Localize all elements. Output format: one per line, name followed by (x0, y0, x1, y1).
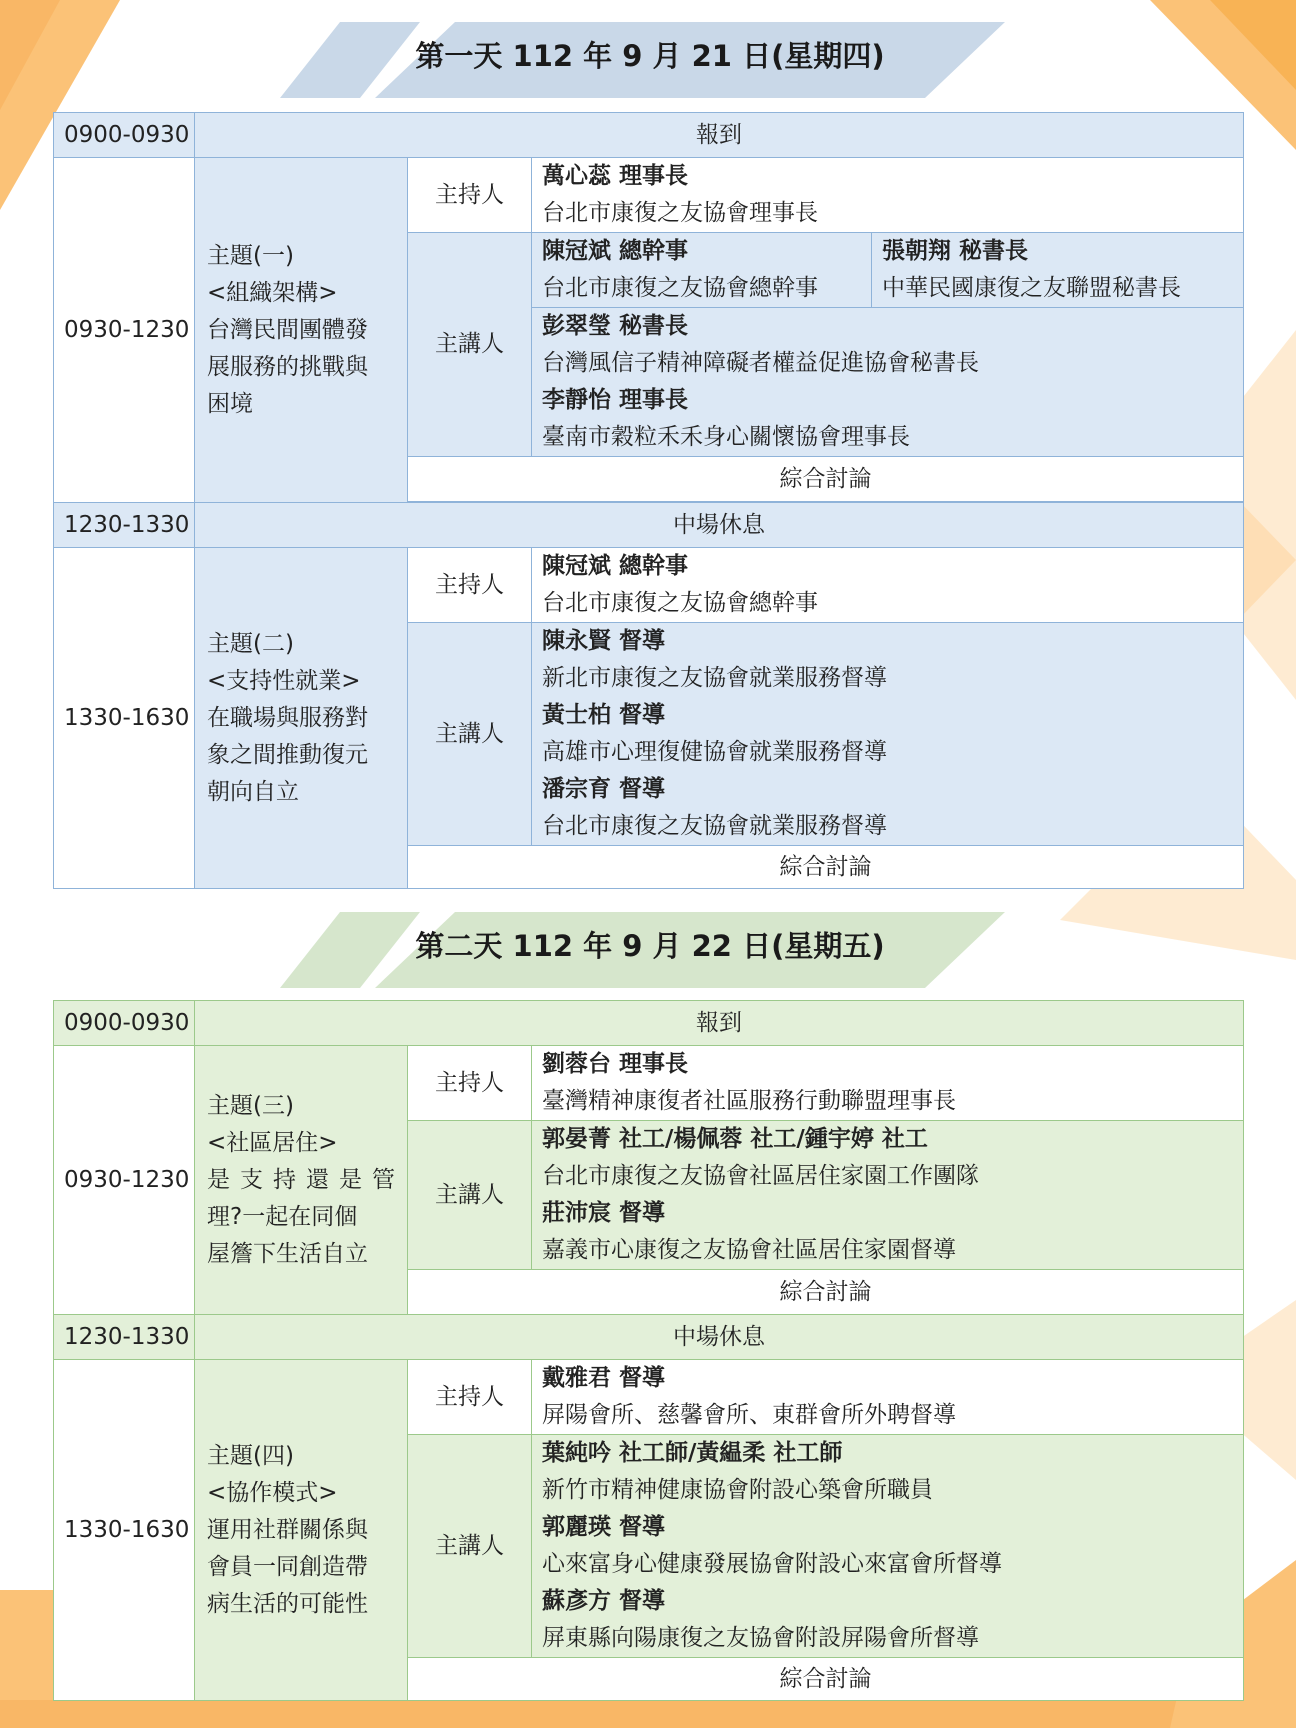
table-row (54, 1315, 1244, 1360)
host-entry: 戴雅君 督導 屏陽會所、慈馨會所、東群會所外聘督導 (532, 1360, 1244, 1435)
speaker-entry: 張朝翔 秘書長 中華民國康復之友聯盟秘書長 (872, 233, 1244, 308)
speaker-label: 主講人 (408, 1121, 532, 1270)
speaker-entry: 陳冠斌 總幹事 台北市康復之友協會總幹事 (532, 233, 872, 308)
speaker-entry: 莊沛宸 督導 嘉義市心康復之友協會社區居住家園督導 (532, 1195, 1244, 1270)
table-row (54, 113, 1244, 158)
discussion-label: 綜合討論 (408, 457, 1244, 502)
table-row (54, 548, 1244, 623)
checkin-time: 0900-0930 (54, 113, 195, 158)
checkin-label: 報到 (195, 113, 1244, 158)
session-topic: 主題(二) <支持性就業> 在職場與服務對 象之間推動復元 朝向自立 (195, 548, 408, 889)
break-time: 1230-1330 (54, 503, 195, 548)
speaker-entry: 陳永賢 督導 新北市康復之友協會就業服務督導 (532, 623, 1244, 698)
speaker-entry: 郭麗瑛 督導 心來富身心健康發展協會附設心來富會所督導 (532, 1509, 1244, 1583)
speaker-entry: 彭翠瑩 秘書長 台灣風信子精神障礙者權益促進協會秘書長 (532, 308, 1244, 383)
discussion-label: 綜合討論 (408, 846, 1244, 889)
table-row (54, 158, 1244, 233)
speaker-label: 主講人 (408, 233, 532, 457)
day1-schedule-table (53, 112, 1244, 889)
session-time: 1330-1630 (54, 1360, 195, 1701)
day1-title: 第一天 112 年 9 月 21 日(星期四) (415, 39, 885, 73)
session-time: 1330-1630 (54, 548, 195, 889)
host-entry: 劉蓉台 理事長 臺灣精神康復者社區服務行動聯盟理事長 (532, 1046, 1244, 1121)
discussion-label: 綜合討論 (408, 1658, 1244, 1701)
day2-title: 第二天 112 年 9 月 22 日(星期五) (415, 929, 885, 963)
session-topic: 主題(一) <組織架構> 台灣民間團體發 展服務的挑戰與 困境 (195, 158, 408, 503)
speaker-entry: 潘宗育 督導 台北市康復之友協會就業服務督導 (532, 771, 1244, 846)
session-time: 0930-1230 (54, 158, 195, 503)
speaker-entry: 郭晏菁 社工/楊佩蓉 社工/鍾宇婷 社工 台北市康復之友協會社區居住家園工作團隊 (532, 1121, 1244, 1196)
host-label: 主持人 (408, 548, 532, 623)
host-label: 主持人 (408, 1046, 532, 1121)
break-time: 1230-1330 (54, 1315, 195, 1360)
speaker-entry: 蘇彥方 督導 屏東縣向陽康復之友協會附設屏陽會所督導 (532, 1583, 1244, 1658)
discussion-label: 綜合討論 (408, 1270, 1244, 1315)
table-row (54, 1360, 1244, 1435)
speaker-entry: 黃士柏 督導 高雄市心理復健協會就業服務督導 (532, 697, 1244, 771)
break-label: 中場休息 (195, 1315, 1244, 1360)
day2-schedule-table (53, 1000, 1244, 1701)
speaker-label: 主講人 (408, 623, 532, 846)
checkin-label: 報到 (195, 1001, 1244, 1046)
host-entry: 陳冠斌 總幹事 台北市康復之友協會總幹事 (532, 548, 1244, 623)
speaker-entry: 李靜怡 理事長 臺南市穀粒禾禾身心關懷協會理事長 (532, 382, 1244, 457)
host-label: 主持人 (408, 158, 532, 233)
break-label: 中場休息 (195, 503, 1244, 548)
session-topic: 主題(四) <協作模式> 運用社群關係與 會員一同創造帶 病生活的可能性 (195, 1360, 408, 1701)
session-time: 0930-1230 (54, 1046, 195, 1315)
table-row (54, 1046, 1244, 1121)
table-row (54, 1001, 1244, 1046)
host-label: 主持人 (408, 1360, 532, 1435)
host-entry: 萬心蕊 理事長 台北市康復之友協會理事長 (532, 158, 1244, 233)
checkin-time: 0900-0930 (54, 1001, 195, 1046)
speaker-label: 主講人 (408, 1435, 532, 1658)
table-row (54, 503, 1244, 548)
session-topic: 主題(三) <社區居住> 是支持還是管 理?一起在同個 屋簷下生活自立 (195, 1046, 408, 1315)
speaker-entry: 葉純吟 社工師/黃緼柔 社工師 新竹市精神健康協會附設心築會所職員 (532, 1435, 1244, 1510)
